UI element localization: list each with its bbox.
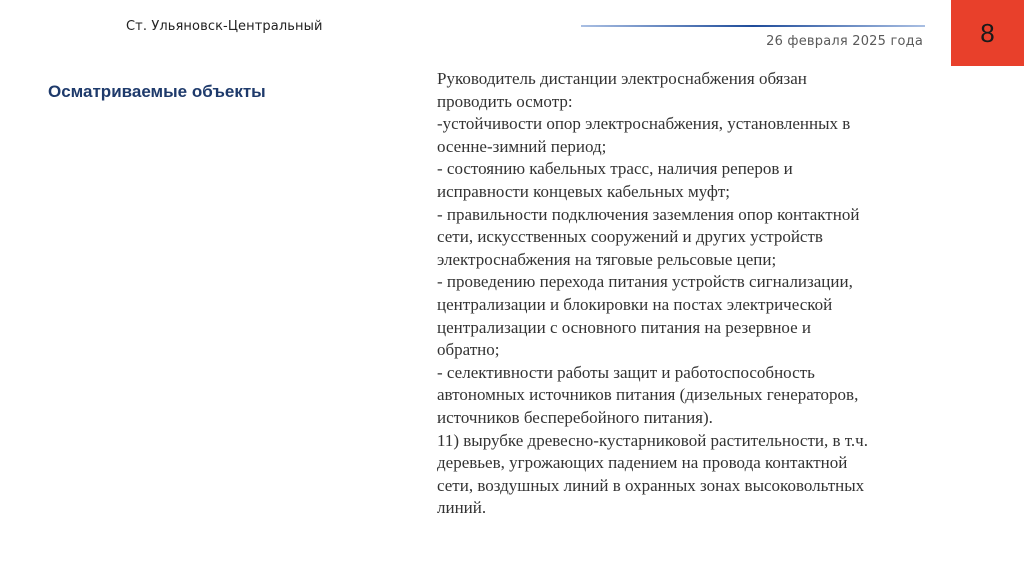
body-line: источников бесперебойного питания). xyxy=(437,407,713,427)
section-title: Осматриваемые объекты xyxy=(48,82,266,101)
body-line: исправности концевых кабельных муфт; xyxy=(437,181,731,201)
body-line: -устойчивости опор электроснабжения, установленных в xyxy=(437,114,851,134)
body-line: сети, воздушных линий в охранных зонах высоковольтных xyxy=(437,475,865,495)
body-line: проводить осмотр: xyxy=(437,91,573,111)
station-name: Ст. Ульяновск-Центральный xyxy=(126,19,323,34)
body-line: обратно; xyxy=(437,340,500,360)
body-line: - селективности работы защит и работоспособность xyxy=(437,362,815,382)
body-line: электроснабжения на тяговые рельсовые цепи; xyxy=(437,249,777,269)
page-number-badge xyxy=(951,0,1024,66)
page-number: 8 xyxy=(980,17,995,48)
body-text xyxy=(437,68,937,520)
header-divider xyxy=(581,25,925,27)
body-line: деревьев, угрожающих падением на провода контактной xyxy=(437,453,848,473)
body-line: осенне-зимний период; xyxy=(437,136,607,156)
body-line: централизации и блокировки на постах электрической xyxy=(437,294,833,314)
body-line: - проведению перехода питания устройств сигнализации, xyxy=(437,272,853,292)
body-line: 11) вырубке древесно-кустарниковой растительности, в т.ч. xyxy=(437,430,868,450)
body-line: централизации с основного питания на резервное и xyxy=(437,317,812,337)
body-line: сети, искусственных сооружений и других устройств xyxy=(437,227,823,247)
body-line: - правильности подключения заземления опор контактной xyxy=(437,204,860,224)
slide-date: 26 февраля 2025 года xyxy=(766,34,923,49)
body-line: Руководитель дистанции электроснабжения обязан xyxy=(437,69,807,88)
body-line: - состоянию кабельных трасс, наличия реперов и xyxy=(437,159,793,179)
body-line: автономных источников питания (дизельных генераторов, xyxy=(437,385,859,405)
body-line: линий. xyxy=(437,498,487,518)
